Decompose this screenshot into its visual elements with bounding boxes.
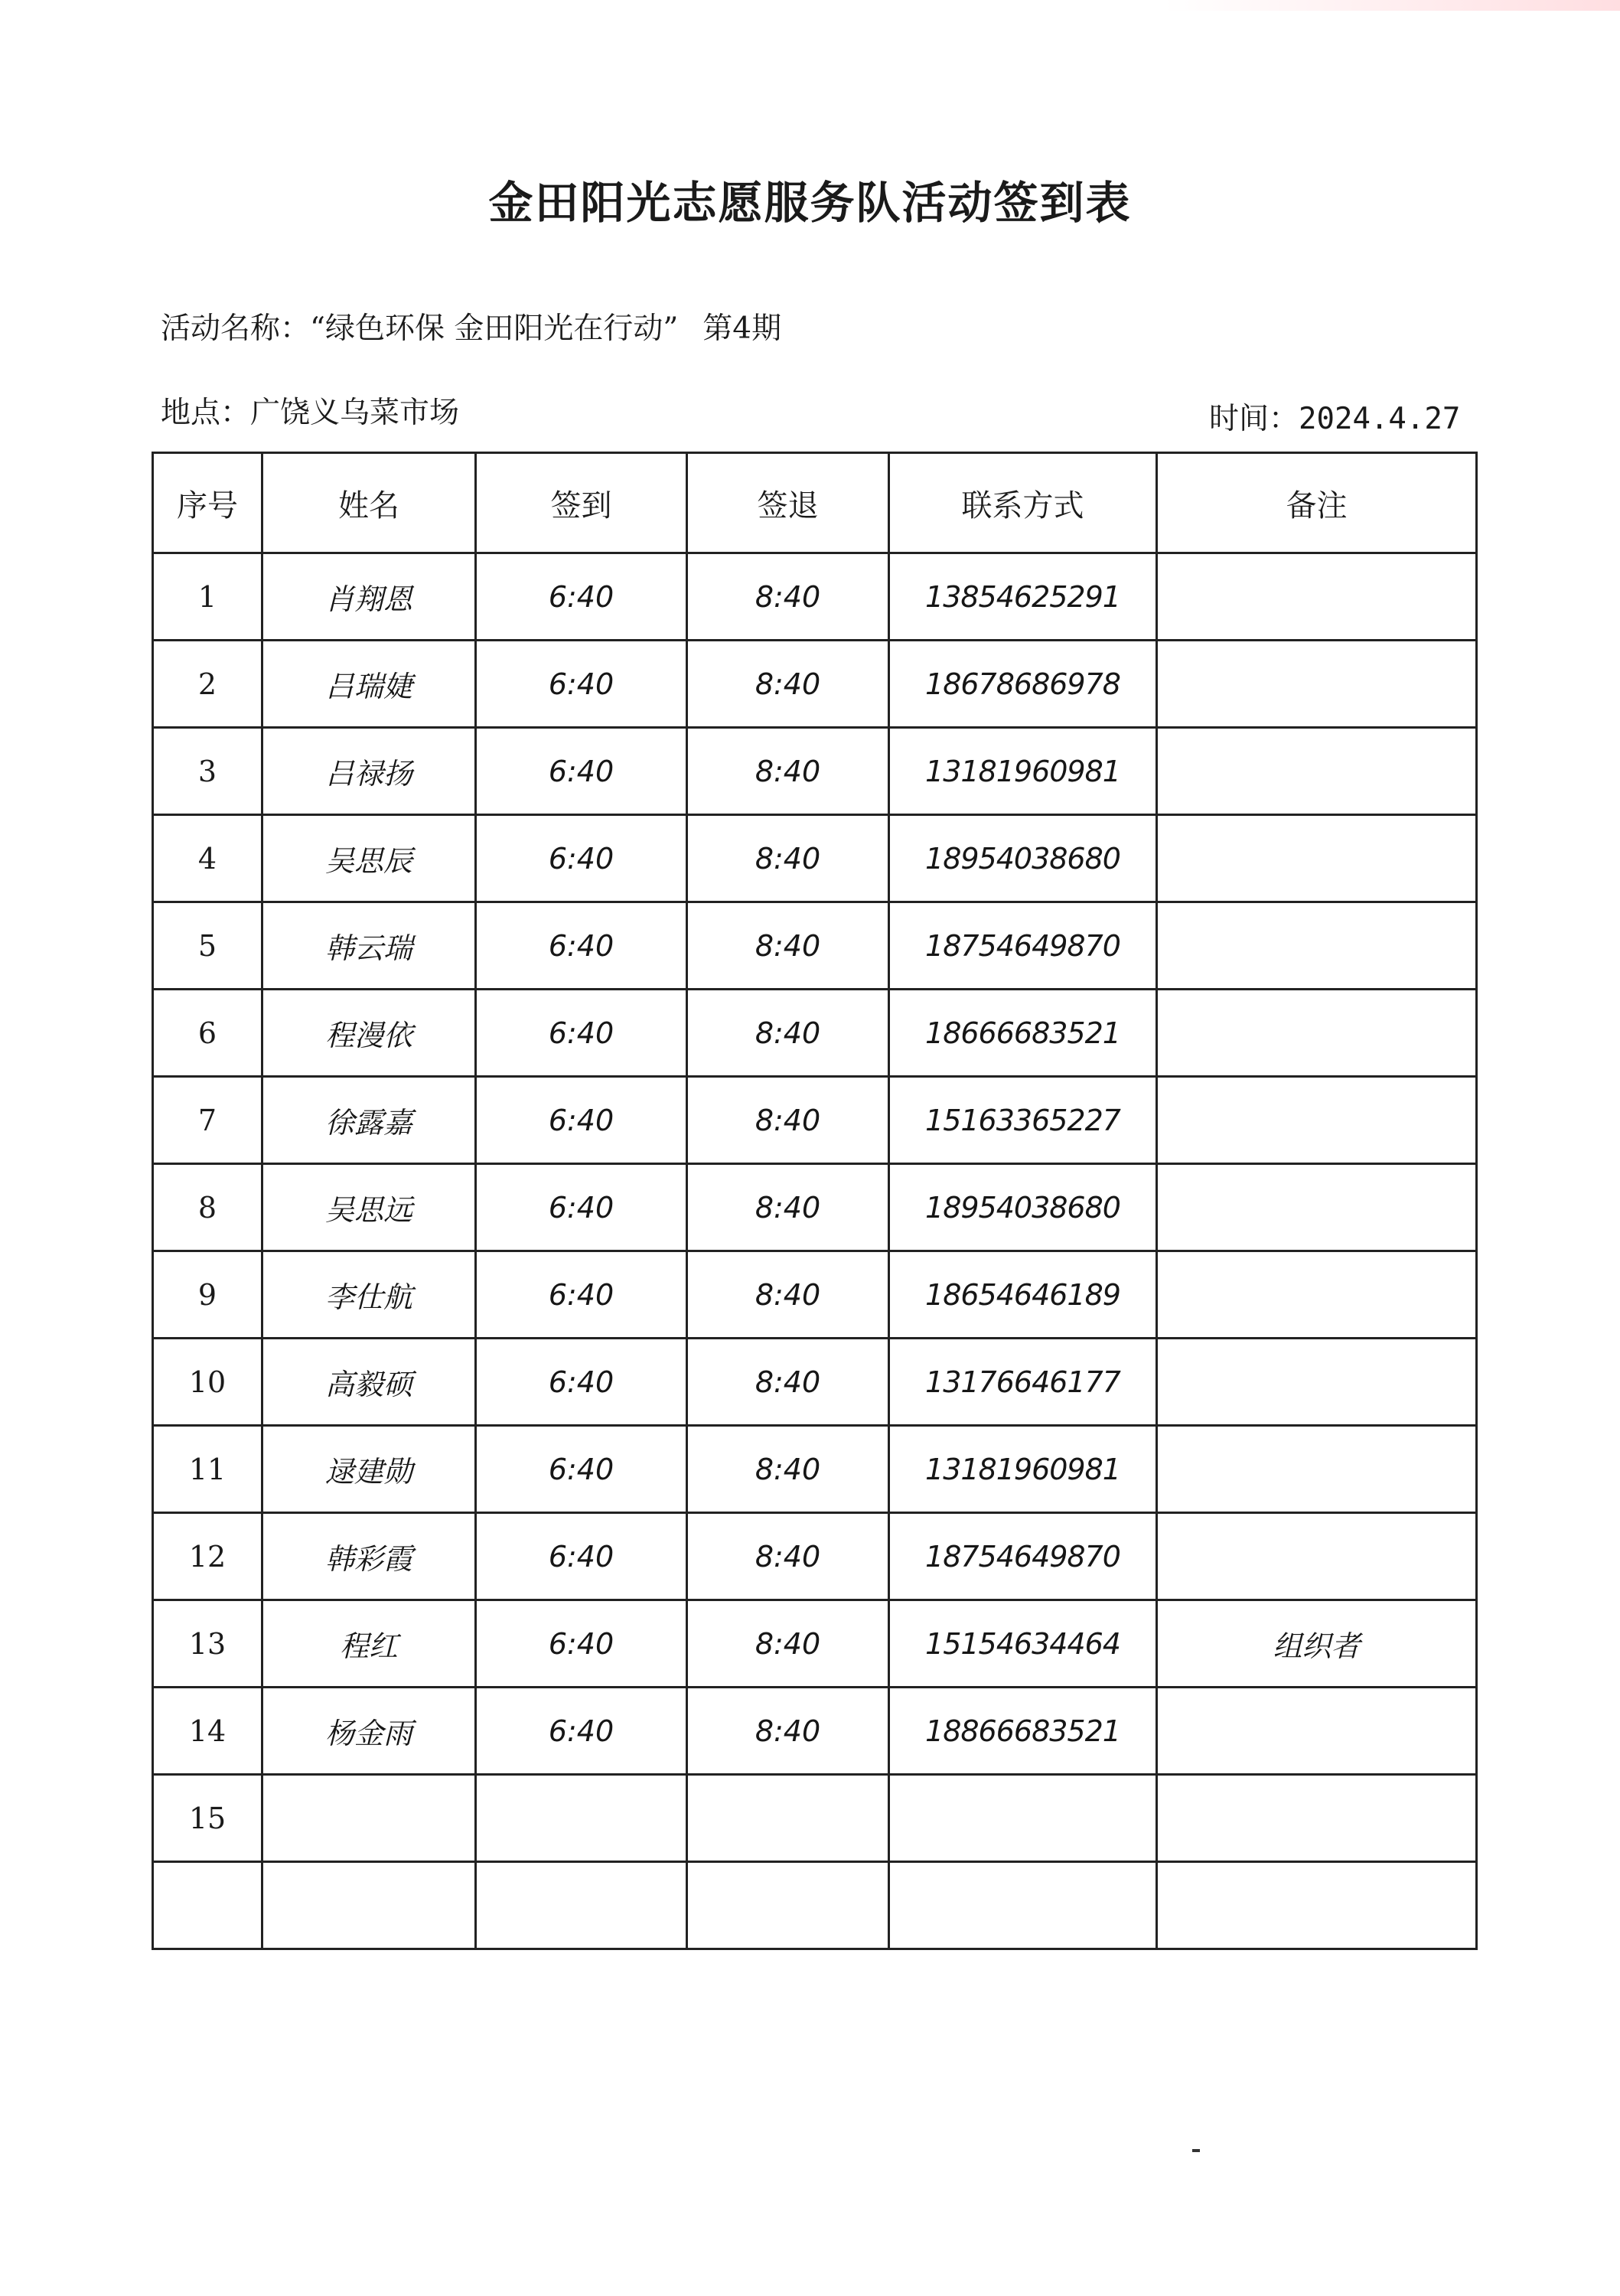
row-note [1157, 1688, 1477, 1775]
row-phone: 15163365227 [889, 1077, 1157, 1164]
table-row [153, 1164, 1477, 1251]
activity-label: 活动名称： [161, 311, 311, 346]
row-name: 吴思辰 [262, 815, 476, 902]
row-sign-out [687, 1862, 889, 1949]
row-name: 吕禄扬 [262, 728, 476, 815]
table-row [153, 1513, 1477, 1600]
row-note [1157, 641, 1477, 728]
table-row [153, 1688, 1477, 1775]
row-phone: 13176646177 [889, 1339, 1157, 1426]
row-sign-out: 8:40 [687, 553, 889, 641]
sign-in-table [152, 452, 1478, 1950]
row-sign-in: 6:40 [476, 641, 687, 728]
row-number: 9 [153, 1251, 262, 1339]
row-number: 3 [153, 728, 262, 815]
row-note [1157, 902, 1477, 990]
row-note [1157, 1339, 1477, 1426]
row-number: 4 [153, 815, 262, 902]
row-number: 15 [153, 1775, 262, 1862]
row-note [1157, 1775, 1477, 1862]
row-note [1157, 1862, 1477, 1949]
row-sign-in: 6:40 [476, 1600, 687, 1688]
row-name [262, 1862, 476, 1949]
row-sign-in: 6:40 [476, 1164, 687, 1251]
row-phone: 18754649870 [889, 1513, 1157, 1600]
table-row [153, 1862, 1477, 1949]
row-number: 10 [153, 1339, 262, 1426]
row-note [1157, 728, 1477, 815]
row-number: 12 [153, 1513, 262, 1600]
row-phone [889, 1862, 1157, 1949]
location-line [161, 389, 459, 432]
location-value: 广饶义乌菜市场 [250, 396, 460, 430]
row-number: 2 [153, 641, 262, 728]
page-title: 金田阳光志愿服务队活动签到表 [488, 177, 1132, 229]
row-name [262, 1775, 476, 1862]
activity-name: “绿色环保 金田阳光在行动” [310, 311, 679, 346]
table-row [153, 728, 1477, 815]
row-phone: 18654646189 [889, 1251, 1157, 1339]
row-note [1157, 1426, 1477, 1513]
row-note [1157, 815, 1477, 902]
row-sign-in: 6:40 [476, 1251, 687, 1339]
row-sign-in: 6:40 [476, 990, 687, 1077]
row-phone: 15154634464 [889, 1600, 1157, 1688]
row-number: 6 [153, 990, 262, 1077]
row-sign-out: 8:40 [687, 902, 889, 990]
row-number [153, 1862, 262, 1949]
row-phone: 18954038680 [889, 1164, 1157, 1251]
header-note: 备注 [1157, 453, 1477, 553]
header-sign-out: 签退 [687, 453, 889, 553]
table-row [153, 1600, 1477, 1688]
row-phone: 18678686978 [889, 641, 1157, 728]
row-phone: 13181960981 [889, 728, 1157, 815]
row-sign-out: 8:40 [687, 728, 889, 815]
row-number: 11 [153, 1426, 262, 1513]
table-row [153, 1775, 1477, 1862]
time-value: 2024.4.27 [1299, 402, 1461, 436]
row-sign-out: 8:40 [687, 990, 889, 1077]
row-sign-out: 8:40 [687, 1688, 889, 1775]
row-sign-out: 8:40 [687, 1600, 889, 1688]
table-row [153, 902, 1477, 990]
row-sign-in: 6:40 [476, 1077, 687, 1164]
table-row [153, 815, 1477, 902]
row-name: 李仕航 [262, 1251, 476, 1339]
row-phone: 18666683521 [889, 990, 1157, 1077]
stray-mark [1192, 2149, 1200, 2152]
row-name: 肖翔恩 [262, 553, 476, 641]
row-sign-in: 6:40 [476, 1426, 687, 1513]
row-name: 程漫依 [262, 990, 476, 1077]
row-number: 1 [153, 553, 262, 641]
row-name: 徐露嘉 [262, 1077, 476, 1164]
time-label: 时间： [1209, 402, 1299, 436]
row-sign-out: 8:40 [687, 1251, 889, 1339]
row-number: 14 [153, 1688, 262, 1775]
row-name: 吴思远 [262, 1164, 476, 1251]
row-sign-out: 8:40 [687, 815, 889, 902]
row-phone: 18866683521 [889, 1688, 1157, 1775]
row-sign-in [476, 1775, 687, 1862]
row-sign-in: 6:40 [476, 553, 687, 641]
row-note [1157, 1513, 1477, 1600]
row-name: 杨金雨 [262, 1688, 476, 1775]
row-phone: 13854625291 [889, 553, 1157, 641]
row-phone [889, 1775, 1157, 1862]
row-phone: 18754649870 [889, 902, 1157, 990]
row-sign-in: 6:40 [476, 815, 687, 902]
row-phone: 13181960981 [889, 1426, 1157, 1513]
header-name: 姓名 [262, 453, 476, 553]
row-name: 韩彩霞 [262, 1513, 476, 1600]
row-number: 5 [153, 902, 262, 990]
table-row [153, 1251, 1477, 1339]
row-note [1157, 553, 1477, 641]
time-line [1209, 395, 1460, 438]
row-sign-in: 6:40 [476, 1688, 687, 1775]
row-sign-out: 8:40 [687, 641, 889, 728]
scan-edge-mark [1163, 0, 1620, 11]
table-header-row [153, 453, 1477, 553]
table-row [153, 1426, 1477, 1513]
row-sign-in: 6:40 [476, 728, 687, 815]
row-sign-in [476, 1862, 687, 1949]
activity-period: 第4期 [702, 311, 782, 346]
row-sign-out [687, 1775, 889, 1862]
row-sign-in: 6:40 [476, 902, 687, 990]
row-name: 逯建勋 [262, 1426, 476, 1513]
row-number: 7 [153, 1077, 262, 1164]
row-phone: 18954038680 [889, 815, 1157, 902]
row-note: 组织者 [1157, 1600, 1477, 1688]
table-row [153, 641, 1477, 728]
row-number: 8 [153, 1164, 262, 1251]
table-row [153, 1077, 1477, 1164]
header-contact: 联系方式 [889, 453, 1157, 553]
table-body [153, 553, 1477, 1949]
row-sign-in: 6:40 [476, 1513, 687, 1600]
row-note [1157, 1164, 1477, 1251]
row-number: 13 [153, 1600, 262, 1688]
location-label: 地点： [161, 396, 251, 430]
row-name: 吕瑞婕 [262, 641, 476, 728]
row-name: 韩云瑞 [262, 902, 476, 990]
header-sign-in: 签到 [476, 453, 687, 553]
row-note [1157, 1077, 1477, 1164]
row-name: 程红 [262, 1600, 476, 1688]
row-sign-out: 8:40 [687, 1164, 889, 1251]
header-no: 序号 [153, 453, 262, 553]
row-name: 高毅硕 [262, 1339, 476, 1426]
table-row [153, 1339, 1477, 1426]
row-note [1157, 990, 1477, 1077]
row-sign-out: 8:40 [687, 1339, 889, 1426]
row-sign-out: 8:40 [687, 1077, 889, 1164]
row-sign-out: 8:40 [687, 1426, 889, 1513]
activity-line [161, 305, 781, 347]
row-sign-in: 6:40 [476, 1339, 687, 1426]
row-sign-out: 8:40 [687, 1513, 889, 1600]
table-row [153, 990, 1477, 1077]
table-row [153, 553, 1477, 641]
row-note [1157, 1251, 1477, 1339]
